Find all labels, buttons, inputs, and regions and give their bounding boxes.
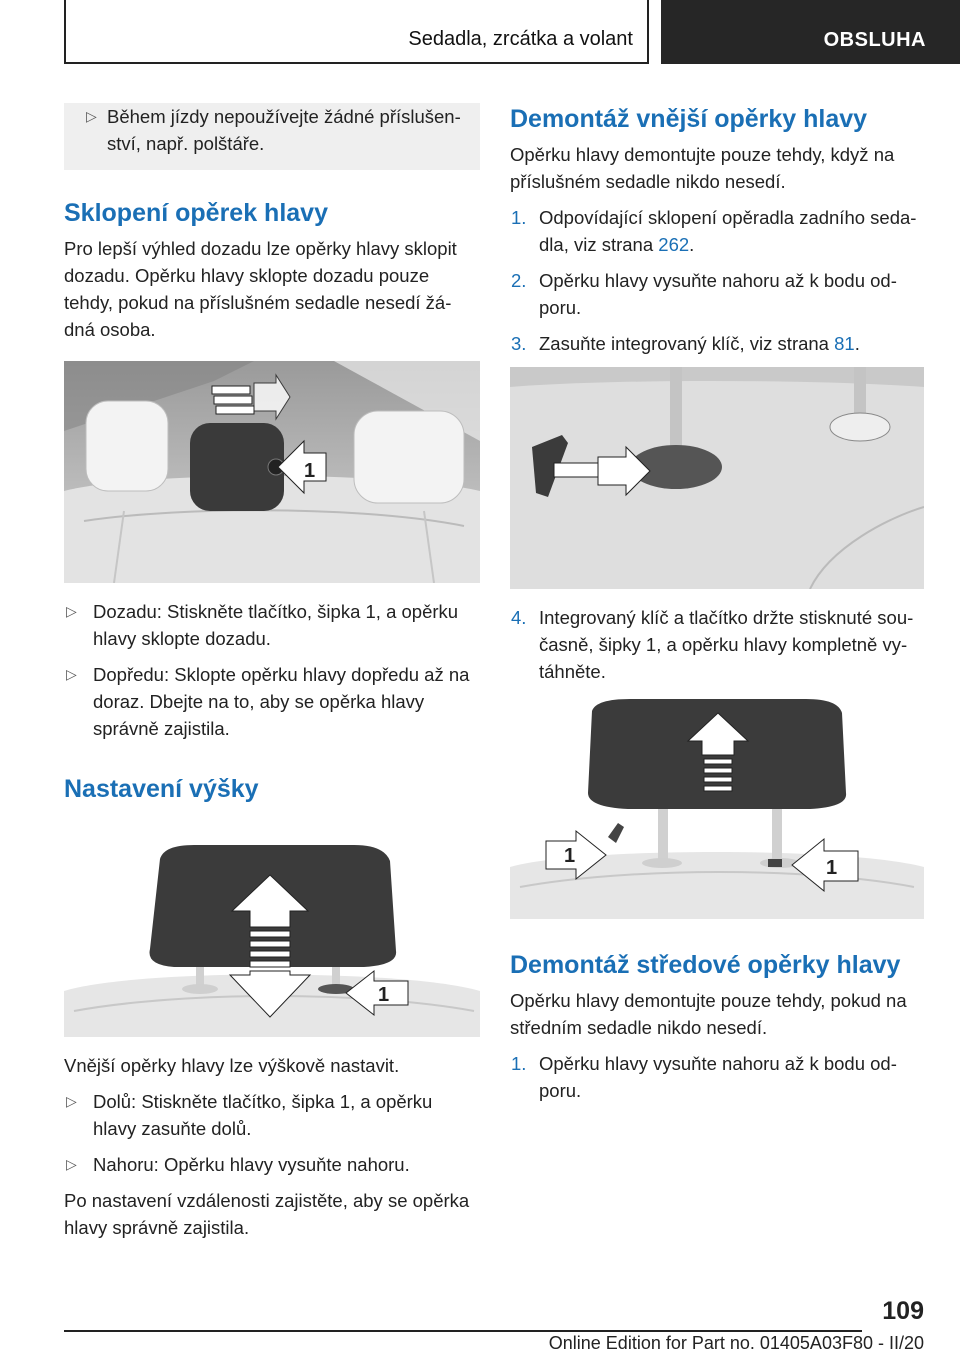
figure-callout: 1 <box>304 460 316 482</box>
triangle-bullet-icon: ▷ <box>66 603 77 619</box>
page-number: 109 <box>882 1297 924 1325</box>
figure-headrest-removal <box>510 697 924 919</box>
note-box <box>64 103 480 170</box>
heading-fold: Sklopení opěrek hlavy <box>64 199 328 227</box>
heading-outer-removal: Demontáž vnější opěrky hlavy <box>510 105 868 133</box>
step-item: 1. Odpovídající sklopení opěradla zadního seda‐ dla, viz strana 262. <box>511 207 917 255</box>
header-chapter-box <box>661 0 960 64</box>
step-item: 2. Opěrku hlavy vysuňte nahoru až k bodu od‐ poru. <box>511 270 897 318</box>
list-item: ▷ Nahoru: Opěrku hlavy vysuňte nahoru. <box>64 1151 480 1178</box>
left-column <box>64 103 480 1250</box>
list-item: ▷ Dolů: Stiskněte tlačítko, šipka 1, a opěrku hlavy zasuňte dolů. <box>64 1088 480 1142</box>
figure-key-insertion <box>510 367 924 589</box>
header-section-box <box>64 0 649 64</box>
right-column <box>510 103 924 1113</box>
figure-rear-seat-headrests <box>64 361 480 583</box>
triangle-bullet-icon: ▷ <box>86 108 97 124</box>
height-intro: Vnější opěrky hlavy lze výškově nastavit. <box>64 1055 400 1076</box>
footer-divider <box>64 1330 862 1332</box>
heading-height: Nastavení výšky <box>64 775 259 803</box>
triangle-bullet-icon: ▷ <box>66 1156 77 1172</box>
figure-callout: 1 <box>564 845 576 867</box>
step-item: 3. Zasuňte integrovaný klíč, viz strana 81. <box>511 333 860 354</box>
figure-callout: 1 <box>378 984 390 1006</box>
center-intro: Opěrku hlavy demontujte pouze tehdy, pokud na středním sedadle nikdo nesedí. <box>510 990 907 1038</box>
fold-intro: Pro lepší výhled dozadu lze opěrky hlavy sklopit dozadu. Opěrku hlavy sklopte dozadu pouze tehdy, pokud na příslušném sedadle nesedí žá‐ dná osoba. <box>64 238 457 340</box>
page-link-81[interactable]: 81 <box>834 333 855 354</box>
note-item: ▷ Během jízdy nepoužívejte žádné příslušen‐ ství, např. polštáře. <box>74 103 466 157</box>
list-item: ▷ Dozadu: Stiskněte tlačítko, šipka 1, a opěrku hlavy sklopte dozadu. <box>64 598 480 652</box>
list-item: ▷ Dopředu: Sklopte opěrku hlavy dopředu až na doraz. Dbejte na to, aby se opěrka hlavy správně zajistila. <box>64 661 480 742</box>
section-title: Sedadla, zrcátka a volant <box>408 28 633 50</box>
edition-note: Online Edition for Part no. 01405A03F80 - II/20 <box>548 1333 924 1353</box>
step-item: 4. Integrovaný klíč a tlačítko držte stisknuté sou‐ časně, šipky 1, a opěrku hlavy kompletně vy‐ táhněte. <box>511 607 914 682</box>
chapter-title: OBSLUHA <box>823 29 926 51</box>
height-outro: Po nastavení vzdálenosti zajistěte, aby se opěrka hlavy správně zajistila. <box>64 1190 470 1238</box>
figure-headrest-height <box>64 841 480 1037</box>
step-item: 1. Opěrku hlavy vysuňte nahoru až k bodu od‐ poru. <box>511 1053 897 1101</box>
page-link-262[interactable]: 262 <box>658 234 690 255</box>
outer-intro: Opěrku hlavy demontujte pouze tehdy, když na příslušném sedadle nikdo nesedí. <box>510 144 895 192</box>
heading-center-removal: Demontáž středové opěrky hlavy <box>510 951 901 979</box>
figure-callout: 1 <box>826 857 838 879</box>
triangle-bullet-icon: ▷ <box>66 1093 77 1109</box>
triangle-bullet-icon: ▷ <box>66 666 77 682</box>
